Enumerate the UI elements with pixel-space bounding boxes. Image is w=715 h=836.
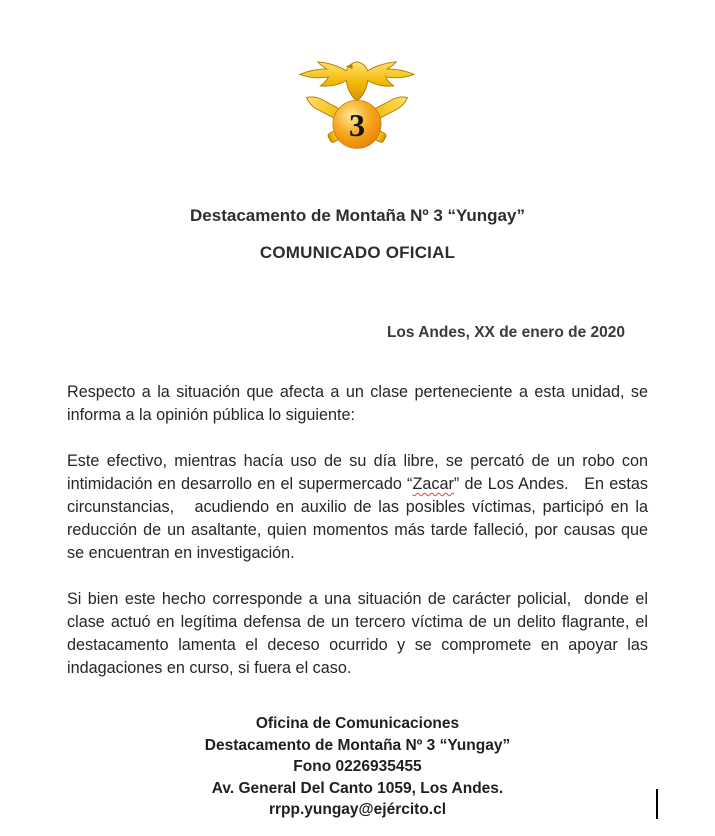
footer-unit-line: Destacamento de Montaña Nº 3 “Yungay” bbox=[204, 736, 511, 754]
eagle-icon bbox=[300, 62, 414, 101]
dateline: Los Andes, XX de enero de 2020 bbox=[386, 324, 625, 341]
eagle-crossed-cannons-icon bbox=[294, 60, 420, 160]
document-body bbox=[67, 381, 648, 703]
paragraph-intro: Respecto a la situación que afecta a un clase perteneciente a esta unidad, se informa a la opinión pública lo siguiente: bbox=[67, 383, 648, 424]
footer-phone-line: Fono 0226935455 bbox=[293, 758, 422, 775]
paragraph-statement: Si bien este hecho corresponde a una situación de carácter policial, donde el clase actuó en legítima defensa de un tercero víctima de un delito flagrante, el destacamento lamenta el deceso ocurrido y se compromete en apoyar las indagaciones en curso, si fuera el caso. bbox=[67, 590, 648, 677]
insignia-number: 3 bbox=[348, 106, 366, 143]
footer-office-line: Oficina de Comunicaciones bbox=[255, 715, 460, 732]
footer-email-line: rrpp.yungay@ejército.cl bbox=[268, 801, 447, 818]
misspelled-word: Zacar bbox=[412, 475, 454, 493]
unit-name-heading: Destacamento de Montaña Nº 3 “Yungay” bbox=[190, 206, 525, 225]
footer-address-line: Av. General Del Canto 1059, Los Andes. bbox=[211, 779, 504, 797]
document-type-heading: COMUNICADO OFICIAL bbox=[259, 243, 456, 262]
unit-insignia bbox=[294, 60, 420, 160]
paragraph-incident-text: Este efectivo, mientras hacía uso de su día libre, se percató de un robo con intimidación en desarrollo en el supermercado “ bbox=[67, 452, 648, 493]
paragraph-incident-text-cont: ” de Los Andes. En estas circunstancias, acudiendo en auxilio de las posibles víctimas, participó en la reducción de un asaltante, quien momentos más tarde falleció, por causas que se encuentran en investigación. bbox=[67, 475, 648, 562]
footer-contact-block bbox=[0, 713, 715, 821]
paragraph-incident bbox=[67, 450, 648, 565]
text-cursor bbox=[656, 789, 658, 819]
